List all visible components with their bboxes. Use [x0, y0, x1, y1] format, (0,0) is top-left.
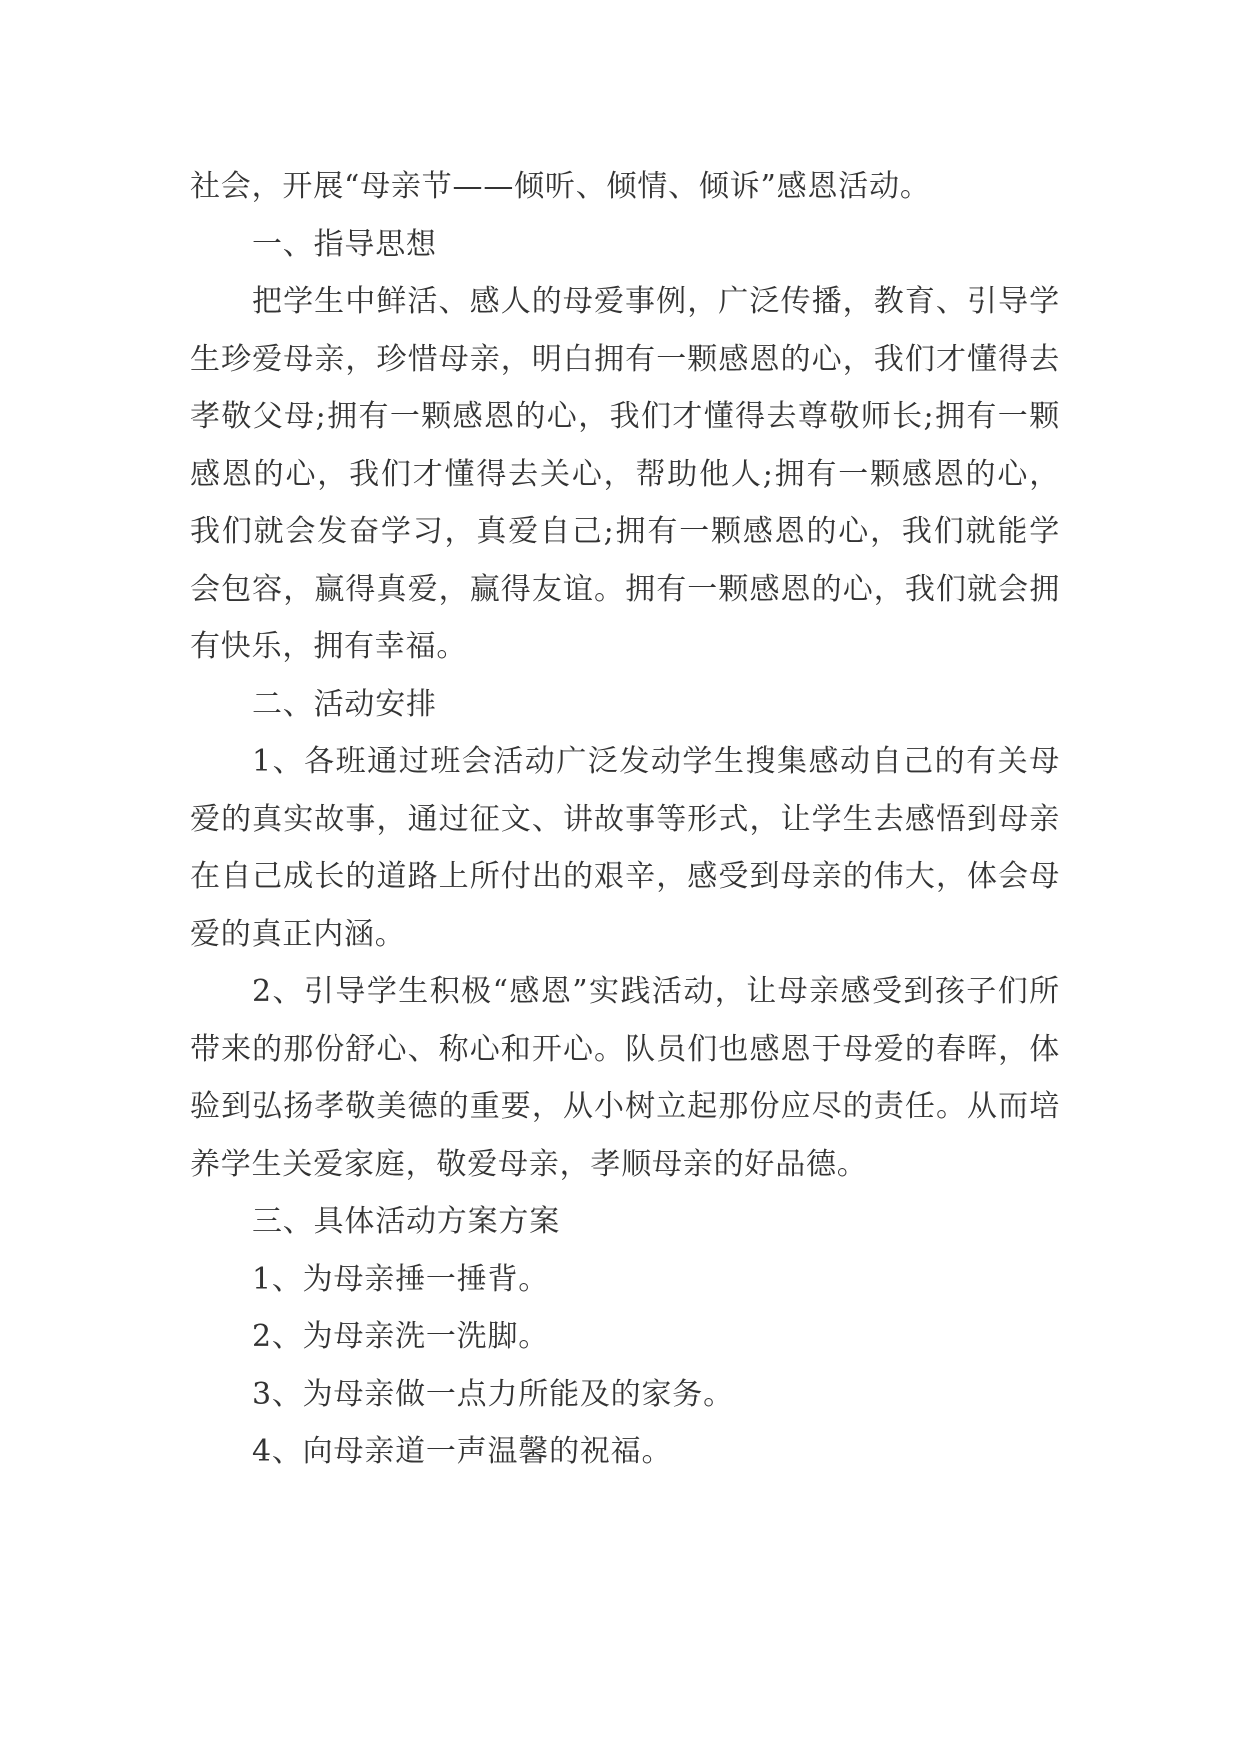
section-heading-activity-plan: 三、具体活动方案方案 [252, 1204, 560, 1239]
section-heading-guiding-thought: 一、指导思想 [252, 226, 437, 262]
section-heading-activity-arrangement: 二、活动安排 [252, 686, 437, 722]
plan-item-1: 1、为母亲捶一捶背。 [252, 1261, 550, 1297]
intro-paragraph: 社会，开展“母亲节——倾听、倾情、倾诉”感恩活动。 [190, 169, 931, 204]
document-body [190, 158, 1060, 1481]
guiding-thought-paragraph: 把学生中鲜活、感人的母爱事例，广泛传播，教育、引导学生珍爱母亲，珍惜母亲，明白拥有一颗感恩的心，我们才懂得去孝敬父母;拥有一颗感恩的心，我们才懂得去尊敬师长;拥有一颗感恩的心，我们才懂得去关心，帮助他人;拥有一颗感恩的心，我们就会发奋学习，真爱自己;拥有一颗感恩的心，我们就能学会包容，赢得真爱，赢得友谊。拥有一颗感恩的心，我们就会拥有快乐，拥有幸福。 [190, 284, 1060, 664]
plan-item-2: 2、为母亲洗一洗脚。 [252, 1319, 550, 1354]
arrangement-item-2: 2、引导学生积极“感恩”实践活动，让母亲感受到孩子们所带来的那份舒心、称心和开心。队员们也感恩于母爱的春晖，体验到弘扬孝敬美德的重要，从小树立起那份应尽的责任。从而培养学生关爱家庭，敬爱母亲，孝顺母亲的好品德。 [190, 974, 1060, 1182]
arrangement-item-1: 1、各班通过班会活动广泛发动学生搜集感动自己的有关母爱的真实故事，通过征文、讲故事等形式，让学生去感悟到母亲在自己成长的道路上所付出的艰辛，感受到母亲的伟大，体会母爱的真正内涵。 [190, 744, 1060, 952]
plan-item-3: 3、为母亲做一点力所能及的家务。 [252, 1376, 734, 1412]
plan-item-4: 4、向母亲道一声温馨的祝福。 [252, 1434, 673, 1469]
